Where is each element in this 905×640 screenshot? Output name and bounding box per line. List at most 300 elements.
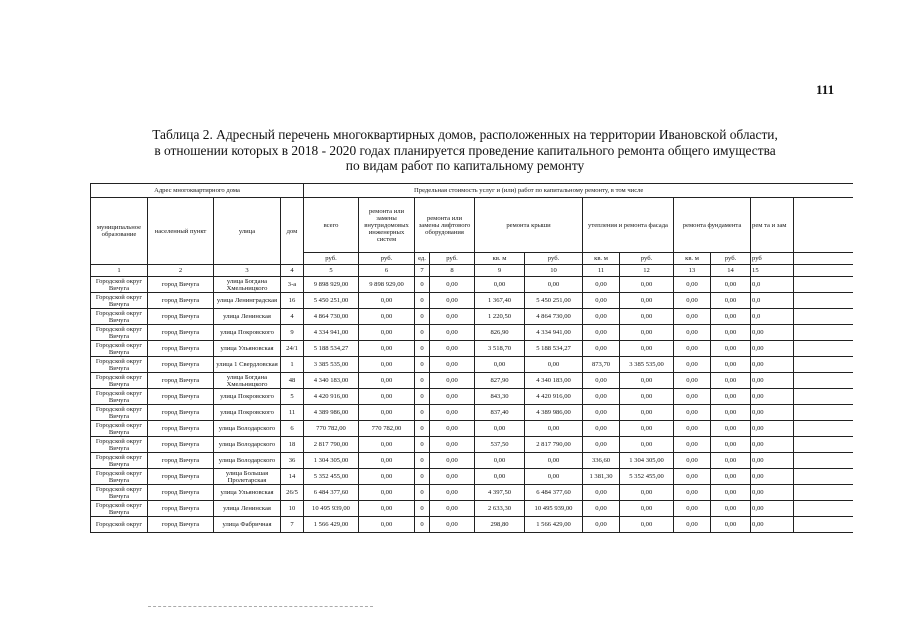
cell-engineering: 770 782,00 [359,421,415,437]
header-municipality: муниципальное образование [91,198,148,265]
cell-street: улица 1 Свердловская [214,357,281,373]
col-number: 13 [674,265,711,277]
cell-municipality: Городской округ [91,517,148,533]
cell-street: улица Покровского [214,389,281,405]
cell-elevator-rub: 0,00 [430,277,475,293]
cell-roof-area: 0,00 [475,277,525,293]
cell-settlement: город Вичуга [148,309,214,325]
page-number: 111 [816,82,835,97]
cell-elevator-count: 0 [415,437,430,453]
cell-overflow [794,469,853,485]
cell-facade-rub: 0,00 [620,437,674,453]
cell-facade-area: 0,00 [583,517,620,533]
cell-roof-area: 0,00 [475,453,525,469]
cell-roof-rub: 5 450 251,00 [525,293,583,309]
header-street: улица [214,198,281,265]
cell-facade-area: 336,60 [583,453,620,469]
cell-foundation-area: 0,00 [674,373,711,389]
cell-total: 770 782,00 [304,421,359,437]
cell-more: 0,00 [751,405,794,421]
table-row [91,501,854,517]
cell-house: 48 [281,373,304,389]
cell-house: 7 [281,517,304,533]
cell-roof-area: 0,00 [475,357,525,373]
cell-roof-rub: 4 389 986,00 [525,405,583,421]
cell-roof-rub: 4 340 183,00 [525,373,583,389]
cell-facade-area: 0,00 [583,277,620,293]
cell-more: 0,00 [751,325,794,341]
cell-engineering: 0,00 [359,309,415,325]
cell-house: 5 [281,389,304,405]
cell-foundation-area: 0,00 [674,293,711,309]
cell-more: 0,00 [751,389,794,405]
cell-roof-area: 843,30 [475,389,525,405]
cell-foundation-area: 0,00 [674,341,711,357]
col-number: 11 [583,265,620,277]
cell-foundation-area: 0,00 [674,453,711,469]
cell-facade-rub: 0,00 [620,517,674,533]
cell-settlement: город Вичуга [148,485,214,501]
cell-municipality: Городской округ Вичуга [91,469,148,485]
cell-overflow [794,453,853,469]
cell-roof-rub: 1 566 429,00 [525,517,583,533]
cell-street: улица Володарского [214,453,281,469]
unit-facade-area: кв. м [583,253,620,265]
cell-settlement: город Вичуга [148,389,214,405]
cell-roof-rub: 5 188 534,27 [525,341,583,357]
header-elevator: ремонта или замены лифтового оборудования [415,198,475,253]
col-number: 1 [91,265,148,277]
cell-elevator-rub: 0,00 [430,309,475,325]
cell-foundation-rub: 0,00 [711,405,751,421]
cell-more: 0,00 [751,453,794,469]
col-number: 10 [525,265,583,277]
cell-municipality: Городской округ Вичуга [91,341,148,357]
title-line-2: в отношении которых в 2018 - 2020 годах планируется проведение капитального ремонта общего имущества [154,142,776,158]
cell-facade-area: 0,00 [583,309,620,325]
cell-engineering: 0,00 [359,517,415,533]
cell-settlement: город Вичуга [148,293,214,309]
cell-total: 10 495 939,00 [304,501,359,517]
cell-roof-area: 0,00 [475,469,525,485]
cell-more: 0,00 [751,357,794,373]
cell-total: 4 389 986,00 [304,405,359,421]
cell-street: улица Ульяновская [214,485,281,501]
cell-more: 0,00 [751,437,794,453]
unit-engineering: руб. [359,253,415,265]
cell-roof-area: 2 633,30 [475,501,525,517]
cell-roof-area: 1 220,50 [475,309,525,325]
cell-settlement: город Вичуга [148,277,214,293]
cell-facade-area: 0,00 [583,501,620,517]
cell-municipality: Городской округ Вичуга [91,405,148,421]
cell-settlement: город Вичуга [148,325,214,341]
cell-settlement: город Вичуга [148,421,214,437]
cell-elevator-rub: 0,00 [430,357,475,373]
cell-foundation-area: 0,00 [674,357,711,373]
cell-roof-rub: 0,00 [525,357,583,373]
cell-overflow [794,357,853,373]
cell-roof-area: 827,90 [475,373,525,389]
cell-overflow [794,293,853,309]
cell-foundation-area: 0,00 [674,501,711,517]
table-row [91,405,854,421]
cell-overflow [794,277,853,293]
cell-municipality: Городской округ Вичуга [91,421,148,437]
cell-roof-rub: 2 817 790,00 [525,437,583,453]
cell-engineering: 0,00 [359,485,415,501]
cell-facade-area: 0,00 [583,325,620,341]
header-foundation: ремонта фундамента [674,198,751,253]
cell-roof-area: 4 397,50 [475,485,525,501]
header-house: дом [281,198,304,265]
table-row [91,437,854,453]
cell-facade-rub: 0,00 [620,277,674,293]
cell-roof-area: 837,40 [475,405,525,421]
table-row [91,373,854,389]
cell-street: улица Володарского [214,437,281,453]
header-address-group: Адрес многоквартирного дома [91,184,304,198]
header-total: всего [304,198,359,253]
cell-municipality: Городской округ Вичуга [91,325,148,341]
cell-foundation-rub: 0,00 [711,421,751,437]
table-row [91,341,854,357]
cell-facade-area: 0,00 [583,373,620,389]
cell-house: 16 [281,293,304,309]
cell-settlement: город Вичуга [148,501,214,517]
cell-municipality: Городской округ Вичуга [91,357,148,373]
cell-elevator-rub: 0,00 [430,373,475,389]
cell-street: улица Ленинская [214,309,281,325]
col-number: 9 [475,265,525,277]
cell-municipality: Городской округ Вичуга [91,437,148,453]
cell-foundation-rub: 0,00 [711,517,751,533]
cell-house: 36 [281,453,304,469]
header-engineering: ремонта или замены внутридомовых инженерных систем [359,198,415,253]
cell-facade-area: 0,00 [583,389,620,405]
col-number: 2 [148,265,214,277]
col-number: 15 [751,265,794,277]
cell-total: 1 566 429,00 [304,517,359,533]
cell-elevator-rub: 0,00 [430,485,475,501]
cell-roof-rub: 0,00 [525,453,583,469]
cell-facade-rub: 1 304 305,00 [620,453,674,469]
cell-foundation-rub: 0,00 [711,341,751,357]
cell-settlement: город Вичуга [148,357,214,373]
cell-foundation-rub: 0,00 [711,277,751,293]
title-line-1: Таблица 2. Адресный перечень многоквартирных домов, расположенных на территории Ивановской области, [152,127,778,142]
cell-elevator-count: 0 [415,293,430,309]
cell-elevator-rub: 0,00 [430,405,475,421]
cell-foundation-rub: 0,00 [711,309,751,325]
unit-foundation-area: кв. м [674,253,711,265]
cell-house: 6 [281,421,304,437]
cell-street: улица Ленинградская [214,293,281,309]
cell-settlement: город Вичуга [148,517,214,533]
cell-facade-area: 0,00 [583,293,620,309]
header-row-group [91,184,854,198]
cell-street: улица Фабричная [214,517,281,533]
cell-foundation-area: 0,00 [674,309,711,325]
cell-elevator-rub: 0,00 [430,325,475,341]
cell-foundation-rub: 0,00 [711,453,751,469]
unit-roof-rub: руб. [525,253,583,265]
cell-engineering: 0,00 [359,373,415,389]
cell-total: 9 898 929,00 [304,277,359,293]
cell-total: 5 352 455,00 [304,469,359,485]
cell-elevator-count: 0 [415,341,430,357]
cell-settlement: город Вичуга [148,341,214,357]
col-number: 14 [711,265,751,277]
cell-roof-rub: 4 864 730,00 [525,309,583,325]
cell-overflow [794,325,853,341]
header-overflow [794,198,853,253]
cell-facade-area: 0,00 [583,437,620,453]
cell-elevator-rub: 0,00 [430,341,475,357]
cell-total: 4 334 941,00 [304,325,359,341]
cell-foundation-rub: 0,00 [711,501,751,517]
table-row [91,357,854,373]
cell-total: 4 340 183,00 [304,373,359,389]
cell-roof-area: 3 518,70 [475,341,525,357]
cell-more: 0,00 [751,421,794,437]
cell-house: 11 [281,405,304,421]
cell-elevator-count: 0 [415,325,430,341]
table-row [91,325,854,341]
cell-elevator-count: 0 [415,389,430,405]
cell-house: 18 [281,437,304,453]
cell-elevator-count: 0 [415,485,430,501]
unit-elevator-count: ед. [415,253,430,265]
cell-facade-rub: 3 385 535,00 [620,357,674,373]
cell-roof-rub: 0,00 [525,421,583,437]
cell-engineering: 0,00 [359,469,415,485]
header-cost-group: Предельная стоимость услуг и (или) работ по капитальному ремонту, в том числе [304,184,853,198]
cell-elevator-rub: 0,00 [430,517,475,533]
cell-facade-area: 0,00 [583,421,620,437]
col-number: 4 [281,265,304,277]
cell-facade-rub: 0,00 [620,325,674,341]
cell-facade-rub: 0,00 [620,421,674,437]
cell-settlement: город Вичуга [148,437,214,453]
unit-foundation-rub: руб. [711,253,751,265]
cell-roof-area: 0,00 [475,421,525,437]
unit-roof-area: кв. м [475,253,525,265]
cell-house: 26/5 [281,485,304,501]
table-row [91,453,854,469]
header-row-numbers [91,265,854,277]
cell-elevator-count: 0 [415,405,430,421]
col-number: 6 [359,265,415,277]
cell-elevator-count: 0 [415,421,430,437]
cell-elevator-rub: 0,00 [430,501,475,517]
cell-facade-rub: 0,00 [620,309,674,325]
cell-more: 0,00 [751,373,794,389]
cell-house: 14 [281,469,304,485]
cell-foundation-rub: 0,00 [711,293,751,309]
cell-foundation-area: 0,00 [674,517,711,533]
cell-engineering: 0,00 [359,389,415,405]
cell-foundation-rub: 0,00 [711,389,751,405]
unit-total: руб. [304,253,359,265]
cell-street: улица Большая Пролетарская [214,469,281,485]
unit-facade-rub: руб. [620,253,674,265]
header-roof: ремонта крыши [475,198,583,253]
cell-overflow [794,421,853,437]
cell-overflow [794,485,853,501]
title-line-3: по видам работ по капитальному ремонту [345,158,585,173]
cell-more: 0,00 [751,517,794,533]
col-number-overflow [794,265,853,277]
table-container [90,183,853,551]
cell-overflow [794,405,853,421]
cell-overflow [794,517,853,533]
cell-more: 0,00 [751,485,794,501]
cell-overflow [794,501,853,517]
cell-roof-rub: 6 484 377,60 [525,485,583,501]
cell-facade-rub: 0,00 [620,341,674,357]
cell-facade-area: 873,70 [583,357,620,373]
cell-street: улица Ленинская [214,501,281,517]
cell-street: улица Покровского [214,405,281,421]
cell-more: 0,0 [751,277,794,293]
cell-roof-area: 1 367,40 [475,293,525,309]
cell-foundation-area: 0,00 [674,277,711,293]
cell-overflow [794,309,853,325]
cell-engineering: 0,00 [359,405,415,421]
cell-total: 5 188 534,27 [304,341,359,357]
cell-engineering: 9 898 929,00 [359,277,415,293]
header-more: рем та и зам [751,198,794,253]
table-row [91,389,854,405]
cell-house: 4 [281,309,304,325]
cell-foundation-area: 0,00 [674,485,711,501]
table-row [91,277,854,293]
table-row [91,485,854,501]
cell-facade-rub: 0,00 [620,373,674,389]
header-row-columns [91,198,854,253]
cell-street: улица Покровского [214,325,281,341]
table-title [120,127,810,174]
cell-foundation-area: 0,00 [674,469,711,485]
table-row [91,469,854,485]
cell-more: 0,0 [751,293,794,309]
cell-municipality: Городской округ Вичуга [91,485,148,501]
cell-municipality: Городской округ Вичуга [91,389,148,405]
cell-municipality: Городской округ Вичуга [91,373,148,389]
cell-elevator-count: 0 [415,469,430,485]
table-row [91,309,854,325]
cell-facade-area: 1 381,30 [583,469,620,485]
cell-engineering: 0,00 [359,501,415,517]
cell-foundation-rub: 0,00 [711,437,751,453]
cell-settlement: город Вичуга [148,405,214,421]
cell-house: 10 [281,501,304,517]
cell-elevator-rub: 0,00 [430,421,475,437]
cell-total: 4 864 730,00 [304,309,359,325]
cell-settlement: город Вичуга [148,453,214,469]
cell-facade-rub: 0,00 [620,405,674,421]
cell-overflow [794,437,853,453]
cell-engineering: 0,00 [359,341,415,357]
cell-elevator-count: 0 [415,501,430,517]
cell-elevator-rub: 0,00 [430,437,475,453]
cell-roof-area: 537,50 [475,437,525,453]
cell-roof-area: 298,80 [475,517,525,533]
cell-house: 3-а [281,277,304,293]
cell-facade-rub: 0,00 [620,501,674,517]
cell-more: 0,00 [751,341,794,357]
cell-total: 5 450 251,00 [304,293,359,309]
cell-roof-area: 826,90 [475,325,525,341]
cell-elevator-count: 0 [415,373,430,389]
cell-overflow [794,373,853,389]
cell-engineering: 0,00 [359,293,415,309]
col-number: 5 [304,265,359,277]
cell-total: 3 385 535,00 [304,357,359,373]
cell-municipality: Городской округ Вичуга [91,277,148,293]
cell-facade-area: 0,00 [583,485,620,501]
cell-elevator-rub: 0,00 [430,389,475,405]
cell-overflow [794,341,853,357]
cell-facade-rub: 0,00 [620,293,674,309]
cell-settlement: город Вичуга [148,373,214,389]
cell-elevator-rub: 0,00 [430,453,475,469]
col-number: 8 [430,265,475,277]
cell-facade-rub: 0,00 [620,389,674,405]
cell-total: 4 420 916,00 [304,389,359,405]
cell-elevator-count: 0 [415,453,430,469]
cell-foundation-area: 0,00 [674,421,711,437]
cell-foundation-area: 0,00 [674,437,711,453]
cell-engineering: 0,00 [359,453,415,469]
cell-elevator-count: 0 [415,357,430,373]
cell-settlement: город Вичуга [148,469,214,485]
cell-street: улица Богдана Хмельницкого [214,277,281,293]
table-row [91,421,854,437]
cell-municipality: Городской округ Вичуга [91,501,148,517]
cell-foundation-rub: 0,00 [711,373,751,389]
cell-elevator-count: 0 [415,517,430,533]
cell-total: 2 817 790,00 [304,437,359,453]
cell-total: 1 304 305,00 [304,453,359,469]
cell-facade-area: 0,00 [583,405,620,421]
cell-total: 6 484 377,60 [304,485,359,501]
footer-divider [148,604,373,607]
cell-foundation-rub: 0,00 [711,325,751,341]
cell-engineering: 0,00 [359,437,415,453]
cell-engineering: 0,00 [359,357,415,373]
cell-foundation-rub: 0,00 [711,485,751,501]
cell-municipality: Городской округ Вичуга [91,453,148,469]
cell-engineering: 0,00 [359,325,415,341]
cell-facade-rub: 0,00 [620,485,674,501]
cell-municipality: Городской округ Вичуга [91,293,148,309]
cell-more: 0,00 [751,501,794,517]
cell-foundation-area: 0,00 [674,325,711,341]
table-row [91,293,854,309]
header-facade: утепления и ремонта фасада [583,198,674,253]
cell-municipality: Городской округ Вичуга [91,309,148,325]
header-settlement: населенный пункт [148,198,214,265]
cell-facade-rub: 5 352 455,00 [620,469,674,485]
unit-overflow [794,253,853,265]
cell-facade-area: 0,00 [583,341,620,357]
cell-house: 9 [281,325,304,341]
repair-table [90,183,853,533]
cell-house: 24/1 [281,341,304,357]
cell-street: улица Володарского [214,421,281,437]
